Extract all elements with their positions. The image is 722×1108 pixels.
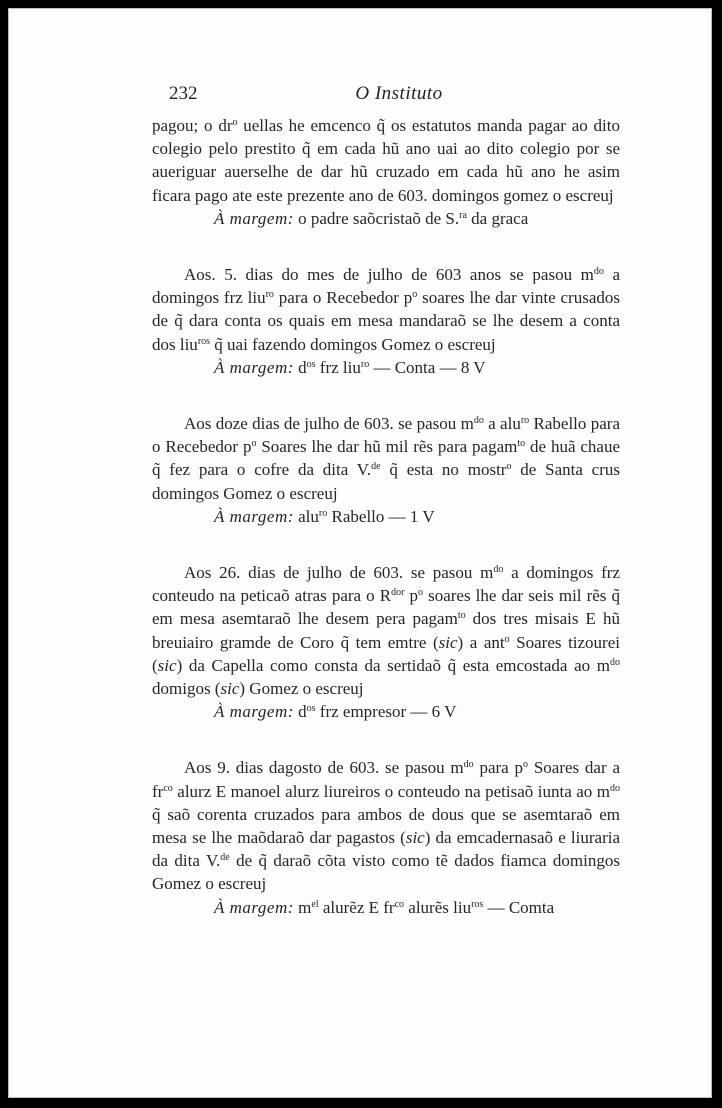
text: — Conta — 8 V <box>369 357 486 377</box>
entry-paragraph <box>152 756 620 895</box>
text: a domingos frz liu <box>152 265 621 308</box>
superscript: ra <box>459 209 467 221</box>
text: alu <box>293 506 319 526</box>
text: Soares tizourei ( <box>152 632 620 675</box>
text: d <box>293 702 307 722</box>
running-title: O Instituto <box>355 83 443 104</box>
entry-4 <box>152 561 620 723</box>
entry-1 <box>152 114 620 230</box>
superscript: to <box>457 610 466 622</box>
text: Rabello para o Recebedor p <box>152 414 620 457</box>
text: ) a ant <box>457 632 505 652</box>
superscript: o <box>504 633 510 645</box>
text: o padre saõcristaõ de S. <box>293 208 460 228</box>
superscript: do <box>610 782 620 794</box>
superscript: ro <box>265 289 274 301</box>
entry-2 <box>152 263 620 379</box>
text: q̃ uai fazendo domingos Gomez o escreuj <box>210 334 496 354</box>
superscript: do <box>493 564 504 576</box>
text: d <box>293 357 307 377</box>
superscript: do <box>463 759 474 771</box>
entry-paragraph <box>152 114 620 207</box>
text: de Santa crus domingos Gomez o escreuj <box>152 460 621 503</box>
text: domigos ( <box>152 679 221 699</box>
superscript: do <box>593 266 604 278</box>
superscript: os <box>306 358 316 370</box>
text: — Comta <box>483 897 555 917</box>
page-number: 232 <box>169 83 198 104</box>
margin-note <box>152 356 620 379</box>
margin-note <box>152 505 620 528</box>
superscript: os <box>306 703 316 715</box>
superscript: dor <box>391 587 405 599</box>
text: Rabello — 1 V <box>327 506 435 526</box>
text: para o Recebedor p <box>273 288 413 308</box>
text: ) da Capella como consta da sertidaõ q̃ esta emcostada ao m <box>176 655 610 675</box>
margin-note <box>152 207 620 230</box>
margin-label: À margem: <box>214 208 294 228</box>
text: m <box>293 897 312 917</box>
superscript: ro <box>360 358 370 370</box>
superscript: co <box>394 898 405 910</box>
margin-note <box>152 896 620 919</box>
text: Soares dar a fr <box>152 758 620 801</box>
text: a alu <box>483 414 521 434</box>
superscript: o <box>232 117 238 128</box>
entry-paragraph <box>152 412 620 505</box>
entry-5 <box>152 756 620 918</box>
text: soares lhe dar vinte crusados de q̃ dara conta os quais em mesa mandaraõ se lhe desem a conta dos liu <box>152 288 620 354</box>
text: de huã chaue q̃ fez para o cofre da dita V. <box>152 437 621 480</box>
superscript: ro <box>318 507 328 519</box>
margin-note <box>152 700 620 723</box>
superscript: co <box>163 782 173 794</box>
sic-note: sic <box>220 679 240 699</box>
margin-label: À margem: <box>214 357 294 377</box>
entry-paragraph <box>152 263 620 356</box>
superscript: o <box>418 587 424 599</box>
margin-label: À margem: <box>214 702 294 722</box>
text: dos tres misais E hũ breuiairo gramde de Coro q̃ tem emtre ( <box>152 609 620 652</box>
superscript: de <box>220 852 230 864</box>
superscript: do <box>473 415 484 427</box>
entry-paragraph <box>152 561 620 700</box>
superscript: ros <box>471 898 484 910</box>
text: de q̃ daraõ cõta visto como tẽ dados fiamca domingos Gomez o escreuj <box>152 851 620 894</box>
text: Soares lhe dar hũ mil rẽs para pagam <box>256 437 518 457</box>
text: para p <box>473 758 524 778</box>
superscript: o <box>506 461 512 473</box>
superscript: to <box>517 438 526 450</box>
text: Aos. 5. dias do mes de julho de 603 anos se pasou m <box>184 265 594 285</box>
superscript: do <box>610 656 620 668</box>
superscript: ro <box>520 415 530 427</box>
text: pagou; o dr <box>152 116 233 135</box>
text: Aos 26. dias de julho de 603. se pasou m <box>184 563 494 583</box>
sic-note: sic <box>405 828 425 848</box>
text: uellas he emcenco q̃ os estatutos manda pagar ao dito colegio pelo prestito q̃ em cada hũ ano uai ao dito colegio por se aueriguar auerselhe de dar hũ cruzado em cada hũ ano he asim ficara pago ate este prezente ano de 603. domingos gomez o escreuj <box>152 116 620 205</box>
entry-3 <box>152 412 620 528</box>
text: soares lhe dar seis mil rẽs q̃ em mesa asemtaraõ lhe desem pera pagam <box>152 586 621 629</box>
superscript: el <box>311 898 319 910</box>
sic-note: sic <box>438 632 458 652</box>
text: q̃ saõ corenta cruzados para ambos de dous que se asemtaraõ em mesa se lhe maõdaraõ dar pagastos ( <box>152 804 620 848</box>
margin-label: À margem: <box>214 897 294 917</box>
superscript: o <box>251 438 257 450</box>
sic-note: sic <box>157 655 177 675</box>
text: da graca <box>466 208 529 228</box>
text: Aos 9. dias dagosto de 603. se pasou m <box>184 758 464 778</box>
text: a domingos frz conteudo na peticaõ atras para o R <box>152 563 620 606</box>
text: alurz E manoel alurz liureiros o conteudo na petisaõ iunta ao m <box>172 781 610 801</box>
margin-label: À margem: <box>214 506 294 526</box>
document-body <box>152 114 620 919</box>
superscript: ros <box>197 335 211 347</box>
superscript: o <box>523 759 529 771</box>
text: Aos doze dias de julho de 603. se pasou m <box>184 414 474 434</box>
text: alurẽs liu <box>404 897 472 917</box>
text: ) da emcadernasaõ e liuraria da dita V. <box>152 828 621 871</box>
text: p <box>404 586 419 606</box>
text: frz empresor — 6 V <box>315 702 457 722</box>
text: ) Gomez o escreuj <box>239 679 364 699</box>
page-header <box>161 83 637 111</box>
superscript: o <box>412 289 418 301</box>
superscript: de <box>371 461 381 473</box>
text: frz liu <box>315 357 361 377</box>
text: alurẽz E fr <box>318 897 395 917</box>
text: q̃ esta no mostr <box>380 460 507 480</box>
